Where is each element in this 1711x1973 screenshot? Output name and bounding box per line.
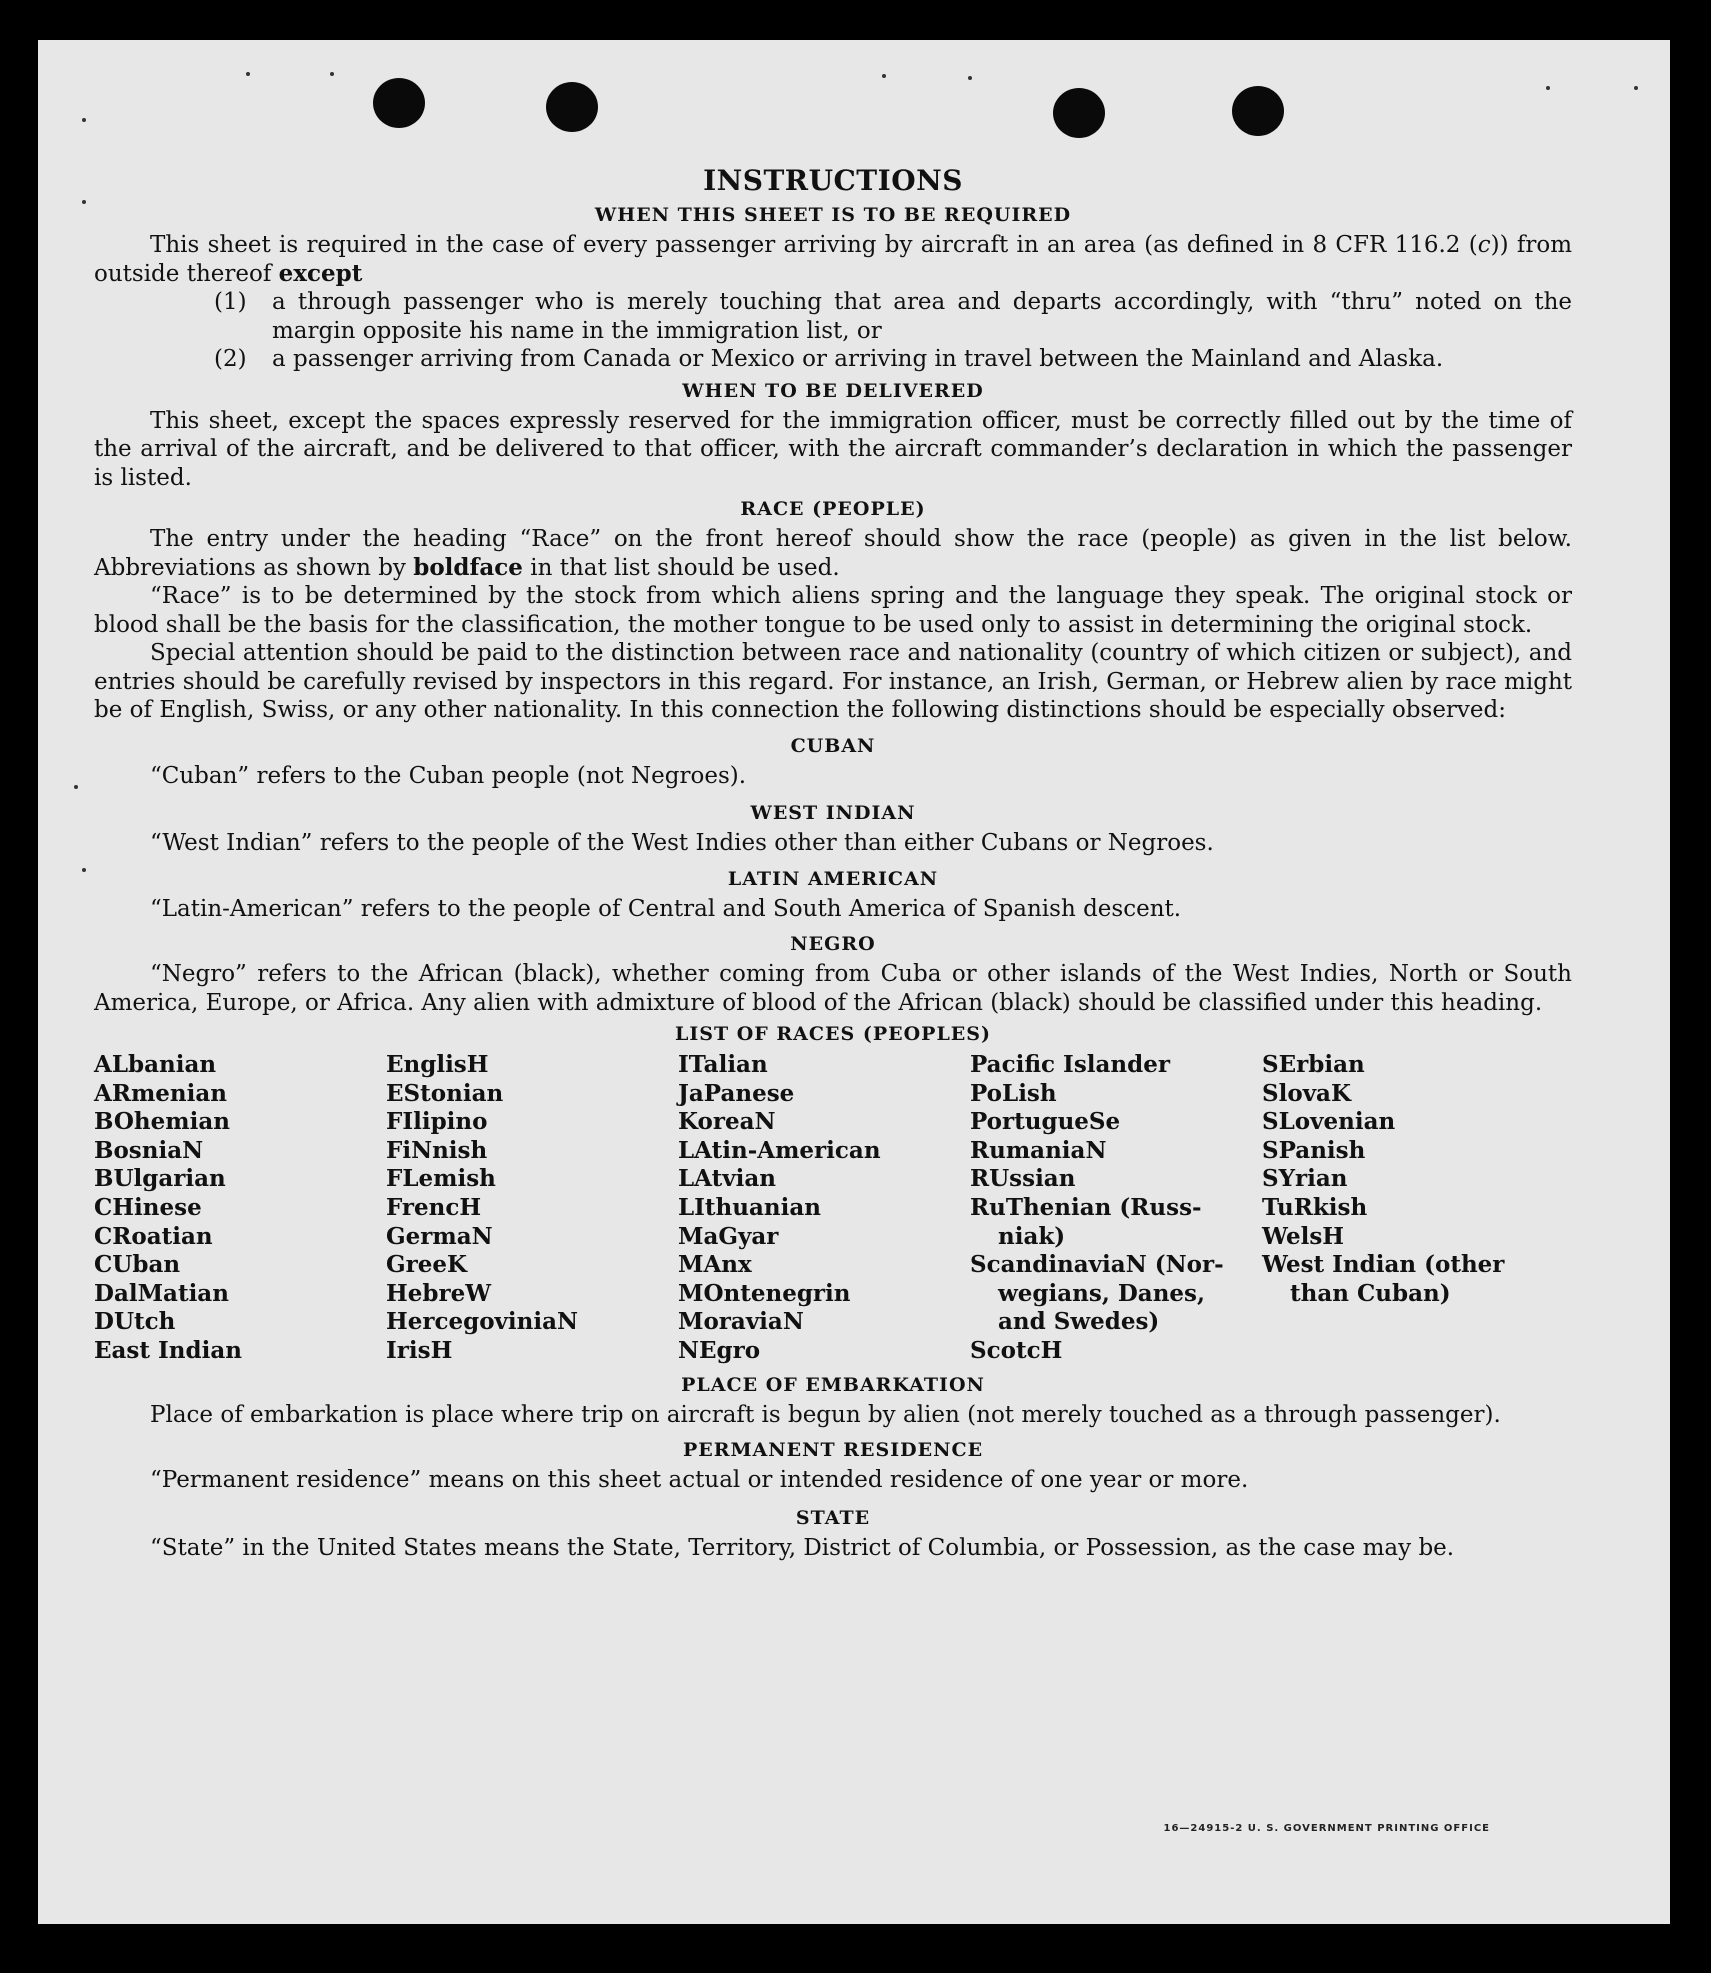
race-entry: MoraviaN — [678, 1308, 804, 1336]
race-entry: LAtin-American — [678, 1136, 881, 1164]
race-entry: EnglisH — [386, 1051, 489, 1078]
item-text: a through passenger who is merely touching that area and departs accordingly, with “thru” noted on the margin opposite his name in the immigration list, or — [272, 289, 1572, 344]
speck — [1634, 86, 1638, 90]
race-entry: CHinese — [94, 1193, 202, 1221]
heading-permanent-residence: PERMANENT RESIDENCE — [682, 1439, 984, 1462]
exception-item-2 — [94, 345, 1572, 374]
race-entry: CRoatian — [94, 1222, 213, 1250]
residence-text: “Permanent residence” means on this sheet actual or intended residence of one year or more. — [150, 1467, 1249, 1494]
race-entry: ALbanian — [94, 1051, 217, 1078]
page-title: INSTRUCTIONS — [703, 164, 963, 197]
race-paragraph-2: “Race” is to be determined by the stock from which aliens spring and the language they speak. The original stock or blood shall be the basis for the classification, the mother tongue to be used only to assist in determining the original stock. — [94, 583, 1572, 638]
race-entry: SErbian — [1262, 1051, 1365, 1078]
item-text: a passenger arriving from Canada or Mexico or arriving in travel between the Mainland and Alaska. — [272, 346, 1444, 372]
race-entry: SYrian — [1262, 1165, 1348, 1193]
race-entry: NEgro — [678, 1336, 761, 1364]
race-entry: JaPanese — [678, 1079, 795, 1107]
race-paragraph-1: The entry under the heading “Race” on the front hereof should show the race (people) as given in the list below. Abbreviations as shown by boldface in that list should be used. — [94, 526, 1572, 581]
heading-cuban: CUBAN — [790, 734, 876, 757]
race-entry: SPanish — [1262, 1136, 1366, 1164]
race-entry: ARmenian — [94, 1079, 228, 1107]
race-entry: HebreW — [386, 1279, 492, 1307]
race-entry: MaGyar — [678, 1222, 779, 1250]
printing-office-code: 16—24915-2 U. S. GOVERNMENT PRINTING OFFICE — [1163, 1823, 1490, 1834]
heading-state: STATE — [795, 1506, 871, 1529]
race-entry: DUtch — [94, 1308, 176, 1336]
heading-when-delivered: WHEN TO BE DELIVERED — [682, 379, 984, 402]
races-column-2 — [386, 1051, 678, 1366]
speck — [246, 72, 250, 76]
race-entry: LIthuanian — [678, 1193, 821, 1221]
race-entry: Pacific Islander — [970, 1051, 1170, 1078]
race-entry: LAtvian — [678, 1165, 776, 1193]
speck — [82, 200, 86, 204]
race-paragraph-3: Special attention should be paid to the distinction between race and nationality (country of which citizen or subject), and entries should be carefully revised by inspectors in this regard. For instance, an Irish, German, or Hebrew alien by race might be of English, Swiss, or any other nationality. In this connection the following distinctions should be especially observed: — [94, 640, 1572, 723]
race-entry: FrencH — [386, 1193, 482, 1221]
race-entry: BUlgarian — [94, 1165, 226, 1193]
race-entry: than Cuban) — [1290, 1279, 1451, 1307]
race-entry: FIlipino — [386, 1108, 488, 1136]
race-entry: HercegoviniaN — [386, 1308, 579, 1336]
races-column-3 — [678, 1051, 970, 1366]
race-entry: and Swedes) — [998, 1308, 1160, 1336]
race-entry: GreeK — [386, 1251, 468, 1279]
race-entry: RuThenian (Russ- — [970, 1193, 1202, 1221]
race-entry: EStonian — [386, 1079, 504, 1107]
embarkation-text: Place of embarkation is place where trip on aircraft is begun by alien (not merely touched as a through passenger). — [150, 1401, 1501, 1428]
punch-hole-1 — [373, 78, 425, 128]
heading-negro: NEGRO — [790, 933, 876, 955]
heading-west-indian: WEST INDIAN — [750, 802, 916, 824]
race-entry: niak) — [998, 1222, 1066, 1250]
races-column-4 — [970, 1051, 1262, 1366]
latin-american-text: “Latin-American” refers to the people of Central and South America of Spanish descent. — [150, 895, 1182, 922]
race-entry: PortugueSe — [970, 1108, 1121, 1136]
speck — [82, 118, 86, 122]
cuban-text: “Cuban” refers to the Cuban people (not Negroes). — [150, 762, 747, 789]
speck — [882, 74, 886, 78]
races-column-5 — [1262, 1051, 1512, 1366]
race-entry: DalMatian — [94, 1279, 229, 1307]
heading-list-of-races: LIST OF RACES (PEOPLES) — [675, 1023, 991, 1045]
heading-race: RACE (PEOPLE) — [740, 498, 926, 520]
races-column-1 — [94, 1051, 386, 1366]
race-entry: GermaN — [386, 1222, 493, 1250]
race-entry: PoLish — [970, 1079, 1057, 1107]
race-entry: MOntenegrin — [678, 1279, 851, 1307]
speck — [330, 72, 334, 76]
race-entry: KoreaN — [678, 1108, 776, 1136]
race-entry: RUssian — [970, 1165, 1076, 1193]
race-entry: TuRkish — [1262, 1193, 1368, 1221]
race-entry: West Indian (other — [1262, 1251, 1505, 1279]
when-delivered-text: This sheet, except the spaces expressly reserved for the immigration officer, must be correctly filled out by the time of the arrival of the aircraft, and be delivered to that officer, with the aircraft commander’s declaration in which the passenger is listed. — [94, 407, 1572, 491]
race-entry: ITalian — [678, 1051, 768, 1078]
race-entry: IrisH — [386, 1336, 453, 1364]
heading-latin-american: LATIN AMERICAN — [727, 867, 939, 890]
race-entry: East Indian — [94, 1336, 242, 1364]
speck — [1546, 86, 1550, 90]
race-entry: ScotcH — [970, 1336, 1063, 1364]
speck — [968, 76, 972, 80]
race-entry: MAnx — [678, 1251, 752, 1279]
heading-when-required: WHEN THIS SHEET IS TO BE REQUIRED — [594, 204, 1072, 226]
race-entry: ScandinaviaN (Nor- — [970, 1251, 1224, 1279]
instructions-content — [94, 164, 1572, 1562]
race-entry: CUban — [94, 1251, 181, 1279]
state-text: “State” in the United States means the State, Territory, District of Columbia, or Possession, as the case may be. — [150, 1534, 1455, 1561]
item-number: (2) — [214, 346, 247, 372]
west-indian-text: “West Indian” refers to the people of the West Indies other than either Cubans or Negroes. — [150, 830, 1214, 856]
races-list — [94, 1051, 1572, 1366]
item-number: (1) — [214, 289, 247, 315]
race-entry: SLovenian — [1262, 1108, 1396, 1136]
race-entry: RumaniaN — [970, 1136, 1107, 1164]
punch-hole-2 — [546, 82, 598, 132]
document-page — [38, 40, 1670, 1924]
race-entry: WelsH — [1262, 1222, 1345, 1250]
race-entry: BosniaN — [94, 1136, 204, 1164]
negro-text: “Negro” refers to the African (black), whether coming from Cuba or other islands of the West Indies, North or South America, Europe, or Africa. Any alien with admixture of blood of the African (black) should be classified under this heading. — [94, 961, 1572, 1016]
race-entry: SlovaK — [1262, 1079, 1351, 1107]
punch-hole-4 — [1232, 86, 1284, 136]
race-entry: FiNnish — [386, 1136, 488, 1164]
heading-embarkation: PLACE OF EMBARKATION — [681, 1373, 985, 1396]
race-entry: BOhemian — [94, 1108, 230, 1136]
punch-hole-3 — [1053, 88, 1105, 138]
exception-item-1 — [94, 288, 1572, 345]
race-entry: FLemish — [386, 1165, 496, 1193]
race-entry: wegians, Danes, — [998, 1279, 1205, 1307]
speck — [82, 868, 86, 872]
speck — [74, 785, 78, 789]
when-required-text: This sheet is required in the case of every passenger arriving by aircraft in an area (as defined in 8 CFR 116.2 (c)) from outside thereof except — [94, 232, 1573, 287]
